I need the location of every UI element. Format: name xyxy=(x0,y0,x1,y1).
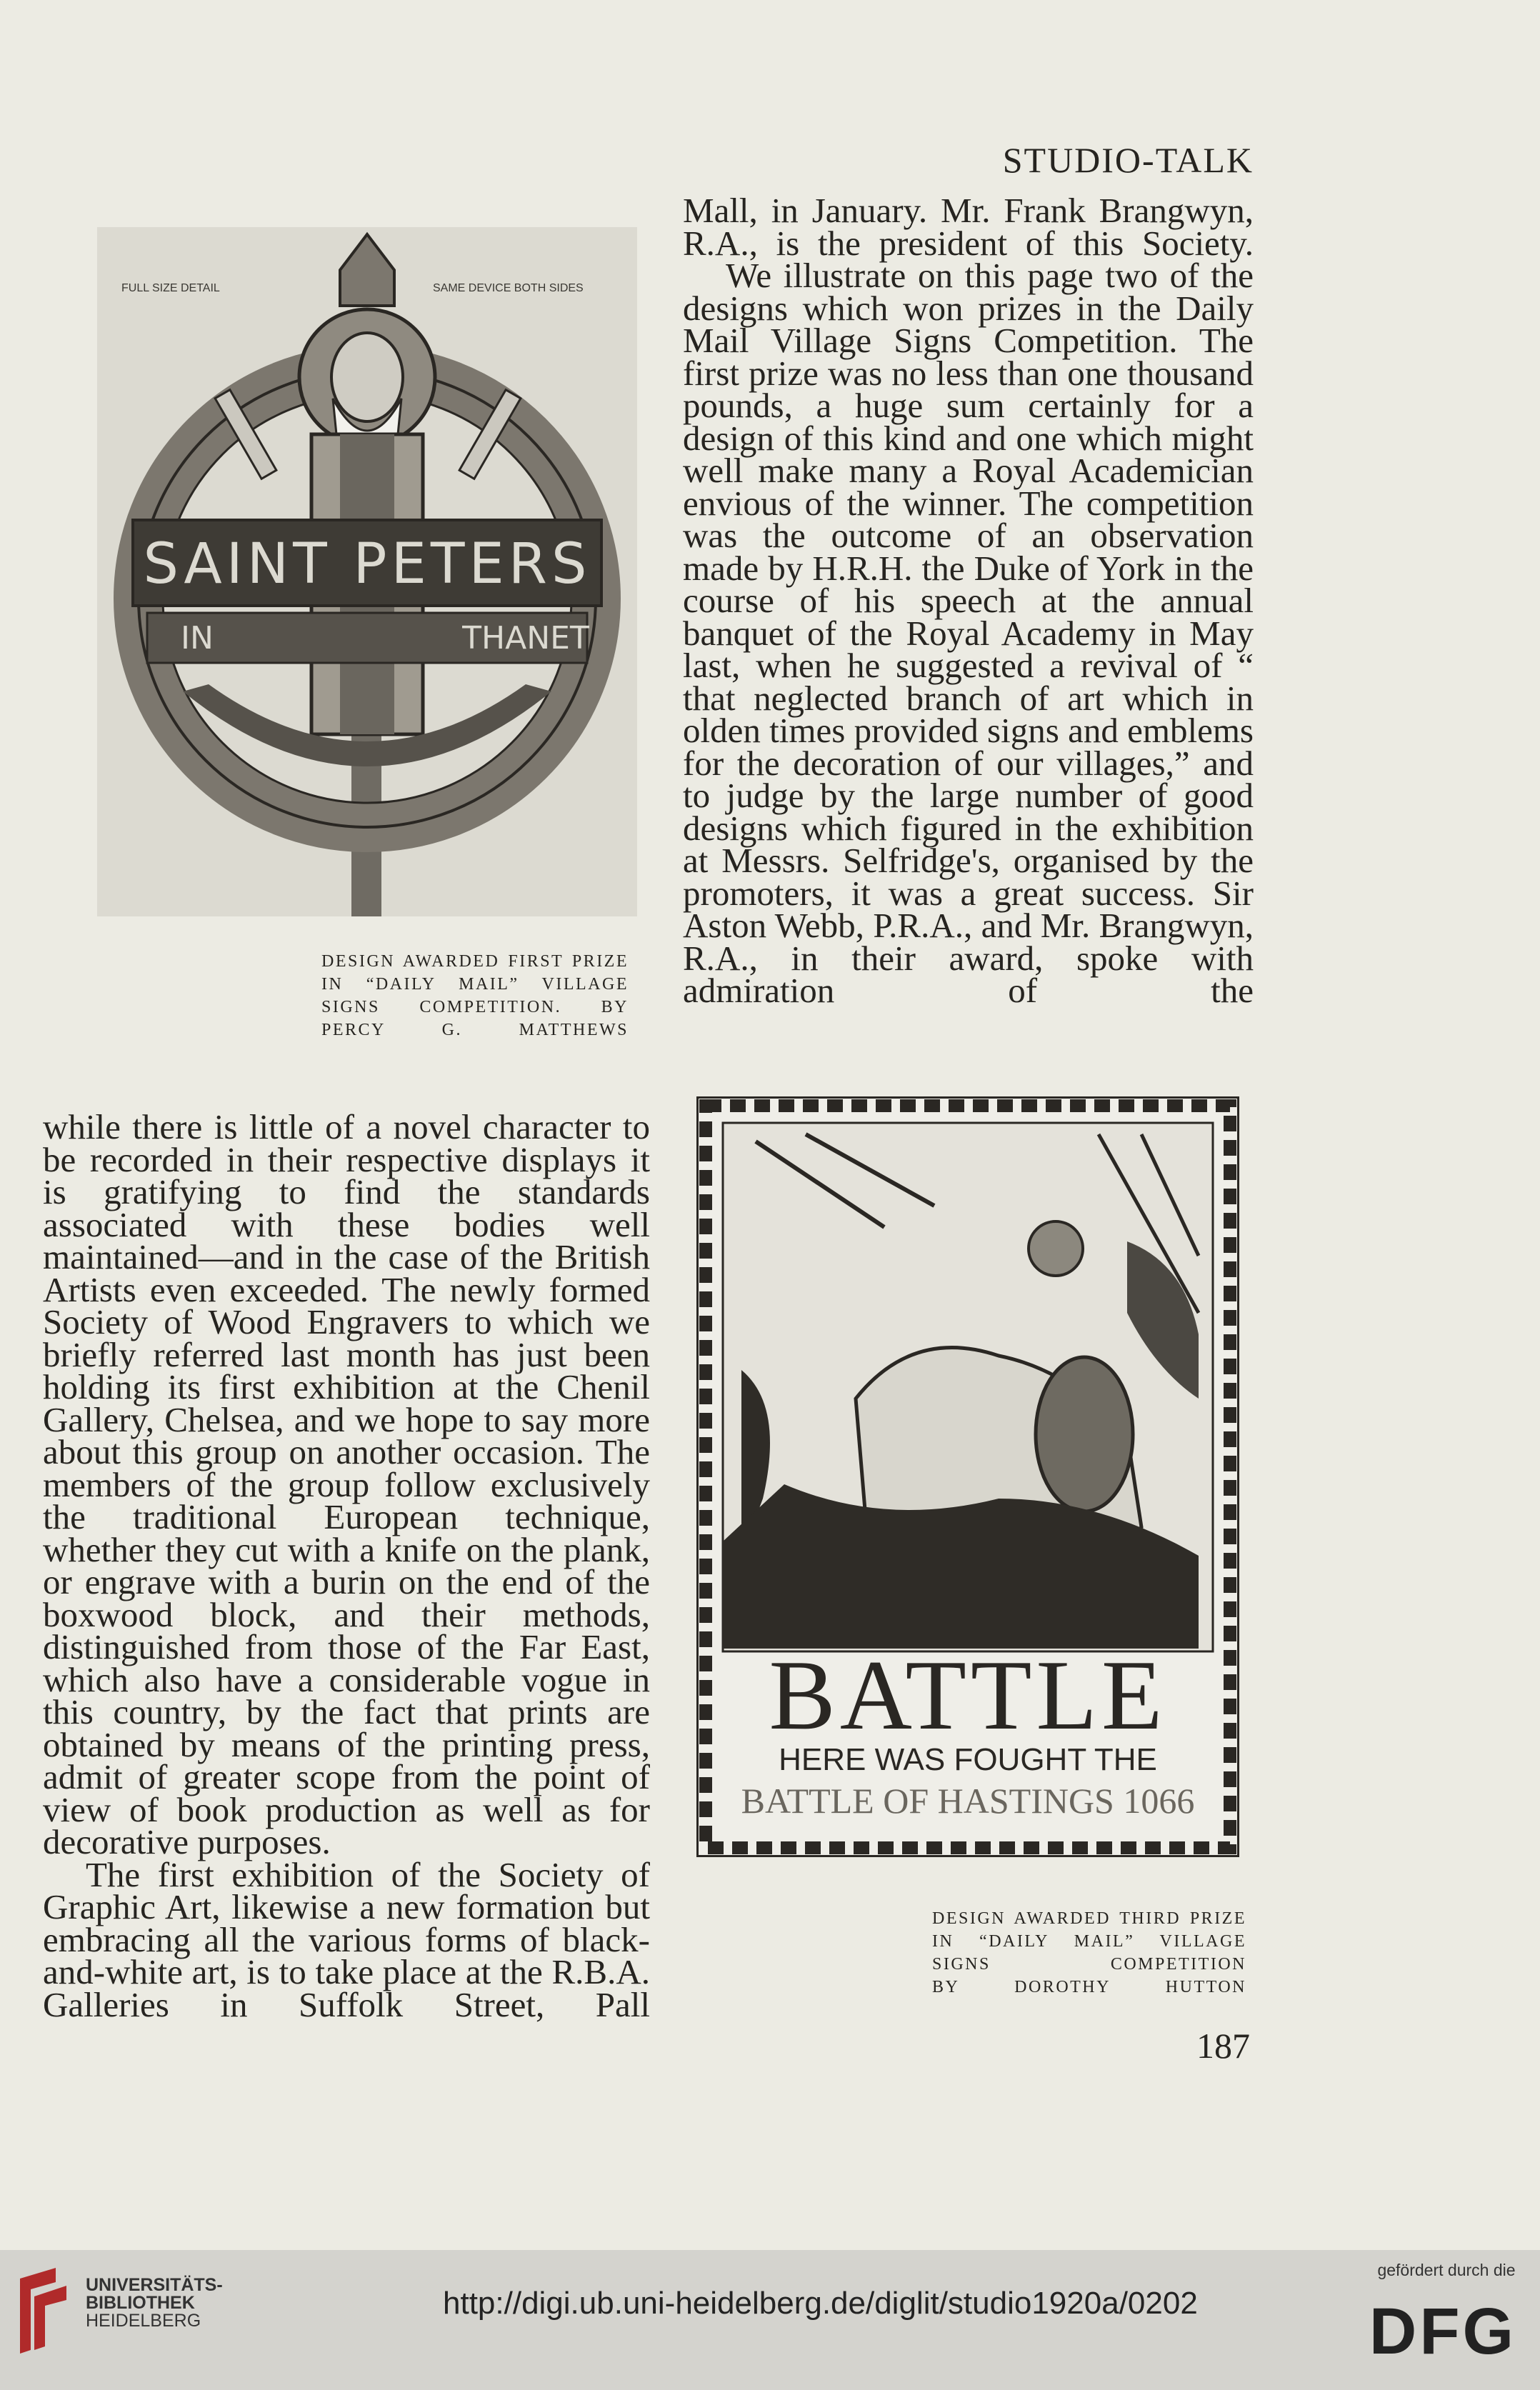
source-url-link[interactable]: http://digi.ub.uni-heidelberg.de/diglit/studio1920a/0202 xyxy=(443,2286,1198,2321)
right-column-text xyxy=(683,191,1254,1010)
paragraph: Mall, in January. Mr. Frank Brangwyn, R.A., is the president of this Society. xyxy=(683,191,1254,263)
saint-peters-sign-illustration xyxy=(97,227,637,916)
library-logo-icon xyxy=(13,2264,74,2357)
caption-line: IN “DAILY MAIL” VILLAGE xyxy=(932,1932,1246,1951)
library-name-line: BIBLIOTHEK xyxy=(86,2293,195,2313)
paragraph: We illustrate on this page two of the designs which won prizes in the Daily Mail Village Signs Competition. The first prize was no less than one thousand pounds, a huge sum certainly for a design of this kind and one which might well make many a Royal Academician envious of the winner. The competition was the outcome of an observation made by H.R.H. the Duke of York in the course of his speech at the annual banquet of the Royal Academy in May last, when he suggested a revival of “ that neglected branch of art which in olden times provided signs and emblems for the decoration of our villages,” and to judge by the large number of good designs which figured in the exhibition at Messrs. Selfridge's, organised by the promoters, it was a great success. Sir Aston Webb, P.R.A., and Mr. Brangwyn, R.A., in their award, spoke with admiration of the xyxy=(683,256,1254,1010)
caption-line: BY DOROTHY HUTTON xyxy=(932,1978,1246,1996)
sign-text-thanet: THANET xyxy=(462,620,589,656)
caption-line: SIGNS COMPETITION. BY xyxy=(321,998,629,1016)
dfg-logo: DFG xyxy=(1369,2295,1517,2368)
battle-sign-illustration xyxy=(696,1096,1239,1857)
funded-by-label: gefördert durch die xyxy=(1377,2261,1516,2279)
paragraph: while there is little of a novel character to be recorded in their respective displays it is gratifying to find the standards associated with these bodies well maintained—and in the case of the British Artists even exceeded. The newly formed Society of Wood Engravers to which we briefly referred last month has just been holding its first exhibition at the Chenil Gallery, Chelsea, and we hope to say more about this group on another occasion. The members of the group follow exclusively the traditional European technique, whether they cut with a knife on the plank, or engrave with a burin on the end of the boxwood block, and their methods, distinguished from those of the Far East, which also have a considerable vogue in this country, by the fact that prints are obtained by means of the printing press, admit of greater scope from the point of view of book production as well as for decorative purposes. xyxy=(43,1107,650,1861)
caption-line: SIGNS COMPETITION xyxy=(932,1955,1246,1974)
battle-title: BATTLE xyxy=(769,1640,1167,1751)
caption-third-prize xyxy=(932,1907,1246,1999)
library-name xyxy=(86,2276,223,2330)
label-same-device: SAME DEVICE BOTH SIDES xyxy=(433,282,584,294)
library-name-line: HEIDELBERG xyxy=(86,2311,201,2331)
battle-line-1: HERE WAS FOUGHT THE xyxy=(779,1742,1157,1777)
saint-peters-sign-drawing xyxy=(97,227,637,916)
caption-line: PERCY G. MATTHEWS xyxy=(321,1021,629,1039)
caption-line: IN “DAILY MAIL” VILLAGE xyxy=(321,975,629,994)
left-column-text xyxy=(43,1107,650,2024)
battle-line-2: BATTLE OF HASTINGS 1066 xyxy=(741,1781,1195,1821)
paragraph: The first exhibition of the Society of Graphic Art, likewise a new formation but embracing all the various forms of black-and-white art, is to take place at the R.B.A. Galleries in Suffolk Street, Pall xyxy=(43,1854,650,2024)
label-full-size-detail: FULL SIZE DETAIL xyxy=(121,282,220,294)
sign-text-in: IN xyxy=(181,620,214,656)
caption-line: DESIGN AWARDED FIRST PRIZE xyxy=(321,952,629,971)
running-header: STUDIO-TALK xyxy=(1002,140,1254,180)
library-name-line: UNIVERSITÄTS- xyxy=(86,2275,223,2295)
caption-line: DESIGN AWARDED THIRD PRIZE xyxy=(932,1909,1246,1928)
battle-sign-drawing xyxy=(699,1099,1237,1855)
caption-first-prize xyxy=(321,950,629,1041)
page-number: 187 xyxy=(1196,2026,1250,2066)
sign-text-saint-peters: SAINT PETERS xyxy=(143,532,591,596)
